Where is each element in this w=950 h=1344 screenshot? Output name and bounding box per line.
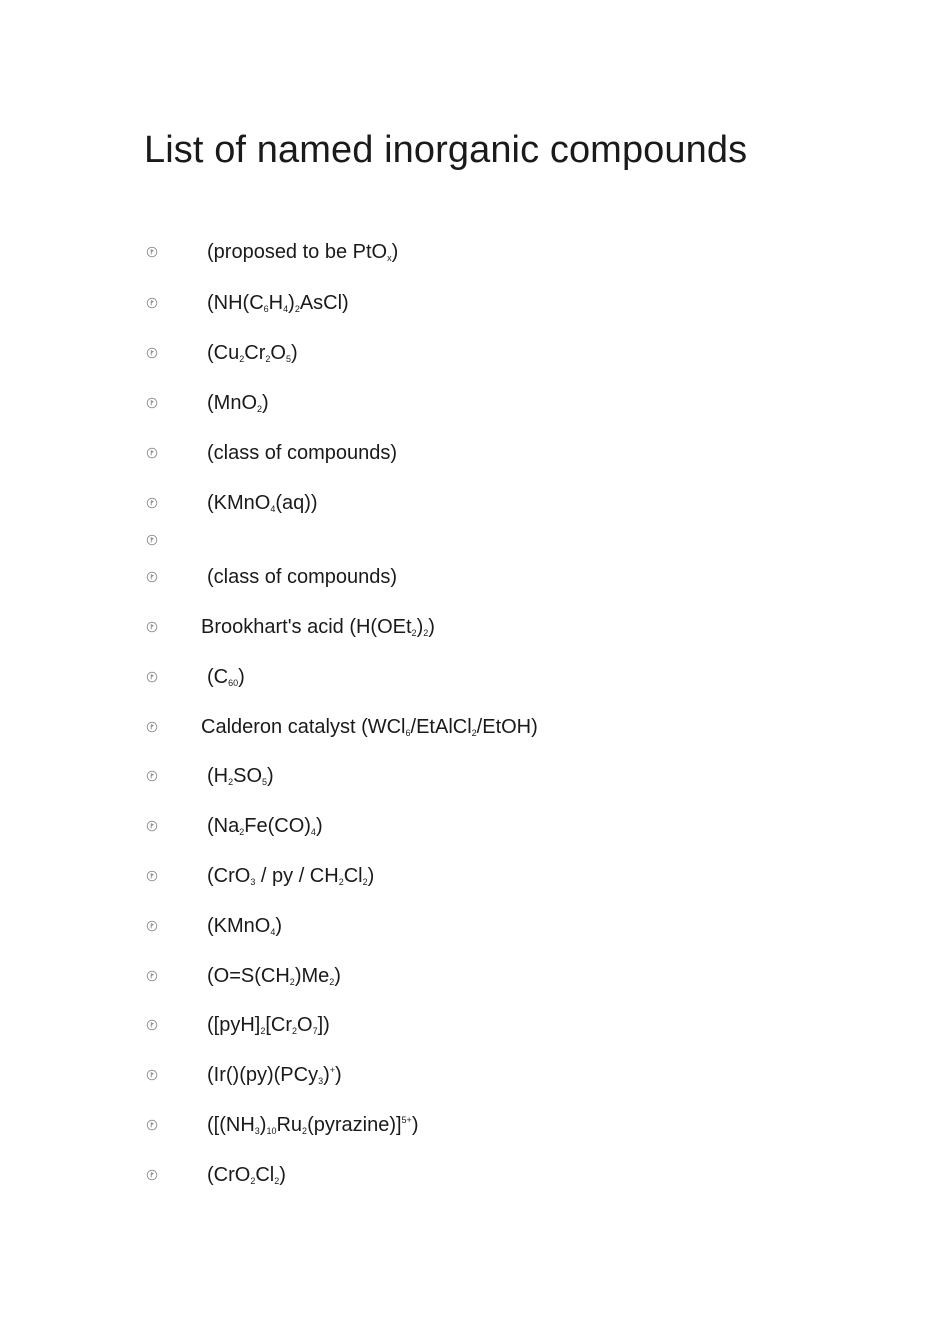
label-text: (CrO	[207, 1164, 251, 1186]
bullet-icon	[146, 870, 158, 882]
label-text: )	[416, 616, 424, 638]
bullet-icon	[146, 621, 158, 633]
subscript: 2	[329, 977, 335, 987]
bullet-icon	[146, 297, 158, 309]
compound-label	[207, 963, 341, 989]
subscript: 2	[294, 304, 300, 314]
subscript: 2	[239, 354, 245, 364]
label-text: )	[367, 865, 375, 887]
subscript: 5	[262, 777, 268, 787]
subscript: 6	[263, 304, 269, 314]
label-text: O	[270, 342, 286, 364]
label-text: SO	[233, 765, 263, 787]
compound-label	[207, 564, 397, 590]
label-text: / py / CH	[255, 865, 339, 887]
compound-label	[207, 863, 374, 889]
compound-label	[207, 1012, 330, 1038]
bullet-icon	[146, 1119, 158, 1131]
list-item	[146, 614, 746, 640]
compound-label	[207, 913, 282, 939]
subscript: 2	[292, 1026, 298, 1036]
bullet-icon	[146, 397, 158, 409]
label-text: )	[288, 292, 295, 314]
bullet-icon	[146, 246, 158, 258]
compound-label	[201, 614, 435, 640]
label-text: )Me	[294, 965, 330, 987]
subscript: 2	[471, 728, 477, 738]
label-text: (H	[207, 765, 229, 787]
list-item	[146, 440, 746, 466]
label-text: ([pyH]	[207, 1014, 261, 1036]
list-item	[146, 963, 746, 989]
subscript: 2	[250, 1176, 256, 1186]
compound-label	[201, 714, 538, 740]
label-text: /EtAlCl	[410, 716, 472, 738]
list-item	[146, 490, 746, 516]
bullet-icon	[146, 920, 158, 932]
bullet-icon	[146, 721, 158, 733]
compound-label	[207, 290, 349, 316]
label-text: Cr	[244, 342, 266, 364]
subscript: x	[387, 253, 392, 263]
compound-label	[207, 813, 323, 839]
bullet-icon	[146, 534, 158, 546]
label-text: Calderon catalyst (WCl	[201, 716, 406, 738]
compound-label	[207, 490, 318, 516]
list-item	[146, 239, 746, 265]
subscript: 2	[239, 827, 245, 837]
label-text: Cl	[343, 865, 363, 887]
subscript: 5	[285, 354, 291, 364]
subscript: 4	[310, 827, 316, 837]
list-item	[146, 564, 746, 590]
label-text: (proposed to be PtO	[207, 241, 388, 263]
subscript: 2	[257, 404, 263, 414]
label-text: H	[268, 292, 284, 314]
label-text: (pyrazine)]	[307, 1114, 402, 1136]
subscript: 3	[250, 877, 256, 887]
label-text: )	[275, 915, 283, 937]
subscript: 4	[270, 927, 276, 937]
label-text: ])	[317, 1014, 330, 1036]
list-item	[146, 913, 746, 939]
list-item	[146, 340, 746, 366]
compound-label	[207, 1162, 286, 1188]
compound-label	[207, 390, 269, 416]
list-item	[146, 863, 746, 889]
list-item	[146, 390, 746, 416]
compound-label	[207, 763, 274, 789]
superscript: 5+	[401, 1115, 412, 1125]
subscript: 2	[302, 1126, 308, 1136]
compound-label	[207, 239, 398, 265]
label-text: (Na	[207, 815, 240, 837]
subscript: 2	[274, 1176, 280, 1186]
subscript: 2	[289, 977, 295, 987]
bullet-icon	[146, 820, 158, 832]
label-text: )	[334, 965, 341, 987]
list-item	[146, 763, 746, 789]
list-item	[146, 714, 746, 740]
label-text: (class of compounds)	[207, 566, 398, 588]
label-text: )	[411, 1114, 419, 1136]
bullet-icon	[146, 1069, 158, 1081]
compound-label	[207, 1112, 418, 1138]
bullet-icon	[146, 497, 158, 509]
subscript: 3	[254, 1126, 260, 1136]
subscript: 2	[338, 877, 344, 887]
subscript: 4	[270, 504, 276, 514]
label-text: (MnO	[207, 392, 257, 414]
bullet-icon	[146, 970, 158, 982]
list-item	[146, 290, 746, 316]
list-item	[146, 527, 746, 553]
list-item	[146, 813, 746, 839]
subscript: 2	[411, 628, 417, 638]
label-text: (KMnO	[207, 915, 271, 937]
subscript: 4	[283, 304, 289, 314]
label-text: )	[279, 1164, 286, 1186]
label-text: )	[323, 1064, 330, 1086]
label-text: AsCl)	[299, 292, 349, 314]
label-text: /EtOH)	[476, 716, 538, 738]
label-text: )	[335, 1064, 342, 1086]
compound-label	[207, 440, 397, 466]
label-text: )	[290, 342, 298, 364]
bullet-icon	[146, 1169, 158, 1181]
bullet-icon	[146, 447, 158, 459]
bullet-icon	[146, 671, 158, 683]
label-text: (NH(C	[207, 292, 264, 314]
subscript: 2	[228, 777, 234, 787]
label-text: (KMnO	[207, 492, 271, 514]
bullet-icon	[146, 1019, 158, 1031]
compound-label	[207, 340, 298, 366]
list-item	[146, 1112, 746, 1138]
subscript: 2	[260, 1026, 266, 1036]
label-text: )	[262, 392, 269, 414]
label-text: )	[238, 666, 245, 688]
list-item	[146, 1162, 746, 1188]
label-text: O	[297, 1014, 313, 1036]
list-item	[146, 1062, 746, 1088]
bullet-icon	[146, 770, 158, 782]
label-text: )	[267, 765, 274, 787]
subscript: 3	[318, 1076, 324, 1086]
compound-label	[207, 1062, 342, 1088]
label-text: (C	[207, 666, 229, 688]
label-text: ([(NH	[207, 1114, 255, 1136]
label-text: (Ir()(py)(PCy	[207, 1064, 319, 1086]
subscript: 2	[265, 354, 271, 364]
label-text: (CrO	[207, 865, 251, 887]
page-title: List of named inorganic compounds	[144, 129, 748, 171]
subscript: 10	[266, 1126, 277, 1136]
label-text: (Cu	[207, 342, 240, 364]
label-text: )	[391, 241, 399, 263]
subscript: 2	[423, 628, 429, 638]
bullet-icon	[146, 571, 158, 583]
bullet-icon	[146, 347, 158, 359]
label-text: )	[259, 1114, 267, 1136]
label-text: Fe(CO)	[244, 815, 311, 837]
list-item	[146, 1012, 746, 1038]
subscript: 7	[312, 1026, 318, 1036]
subscript: 2	[362, 877, 368, 887]
label-text: )	[315, 815, 323, 837]
label-text: Ru	[276, 1114, 303, 1136]
label-text: [Cr	[265, 1014, 293, 1036]
label-text: (class of compounds)	[207, 442, 398, 464]
subscript: 6	[405, 728, 411, 738]
subscript: 60	[228, 678, 239, 688]
label-text: Cl	[255, 1164, 275, 1186]
label-text: (O=S(CH	[207, 965, 290, 987]
superscript: +	[329, 1065, 336, 1075]
list-item	[146, 664, 746, 690]
label-text: (aq))	[275, 492, 318, 514]
compound-label	[207, 664, 245, 690]
label-text: )	[428, 616, 435, 638]
label-text: Brookhart's acid (H(OEt	[201, 616, 412, 638]
